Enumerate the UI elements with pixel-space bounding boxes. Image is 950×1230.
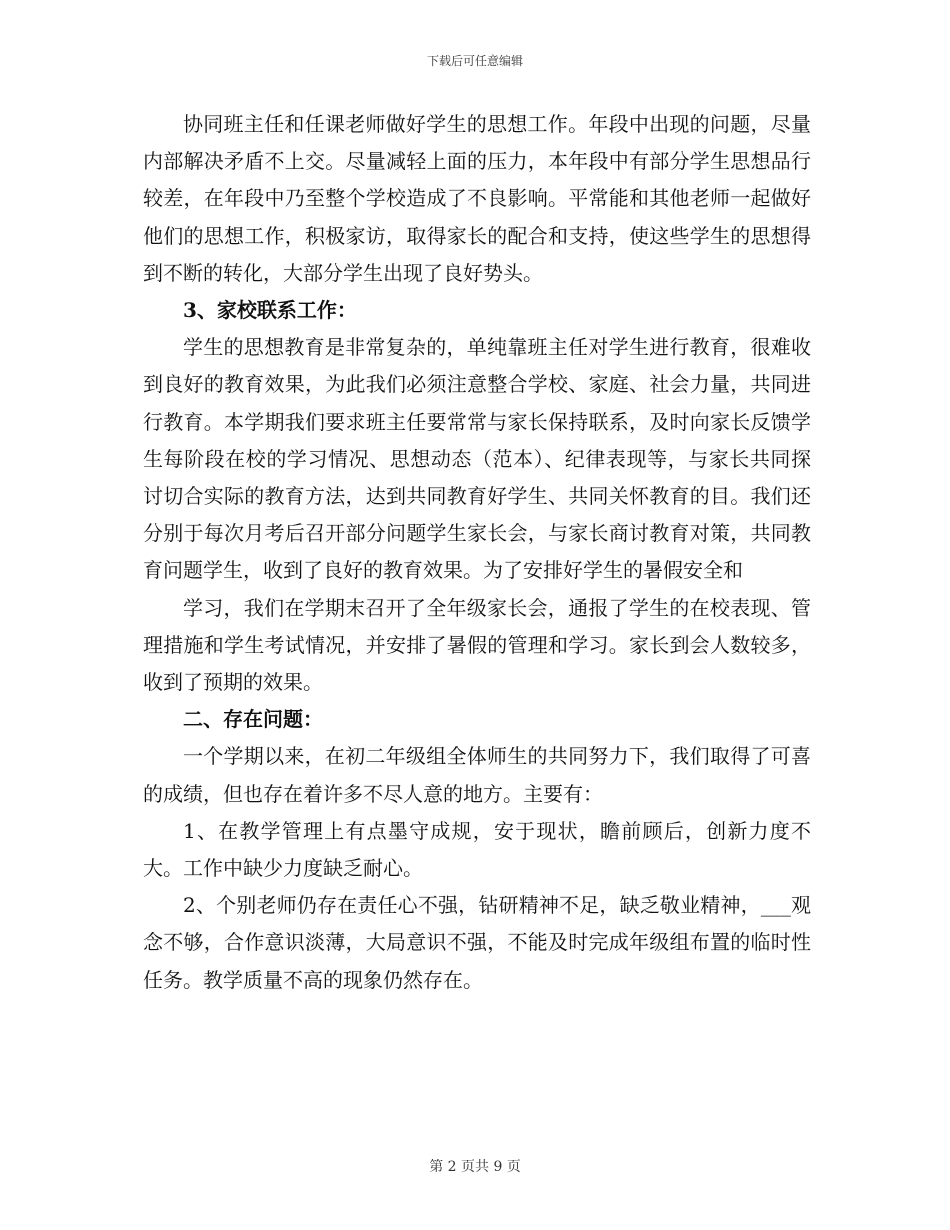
paragraph-student-thought-work: 协同班主任和任课老师做好学生的思想工作。年段中出现的问题，尽量内部解决矛盾不上交。尽量减轻上面的压力，本年段中有部分学生思想品行较差，在年段中乃至整个学校造成了不良影响。平常能和其他老师一起做好他们的思想工作，积极家访，取得家长的配合和支持，使这些学生的思想得到不断的转化，大部分学生出现了良好势头。 bbox=[143, 112, 811, 285]
paragraph-problems-intro: 一个学期以来，在初二年级组全体师生的共同努力下，我们取得了可喜的成绩，但也存在着许多不尽人意的地方。主要有： bbox=[143, 744, 811, 806]
paragraph-problem-2: 2、个别老师仍存在责任心不强，钻研精神不足，缺乏敬业精神，___观念不够，合作意识淡薄，大局意识不强，不能及时完成年级组布置的临时性任务。教学质量不高的现象仍然存在。 bbox=[143, 893, 811, 992]
paragraph-home-school-contact: 学生的思想教育是非常复杂的，单纯靠班主任对学生进行教育，很难收到良好的教育效果，为此我们必须注意整合学校、家庭、社会力量，共同进行教育。本学期我们要求班主任要常常与家长保持联系，及时向家长反馈学生每阶段在校的学习情况、思想动态（范本）、纪律表现等，与家长共同探讨切合实际的教育方法，达到共同教育好学生、共同关怀教育的目。我们还分别于每次月考后召开部分问题学生家长会，与家长商讨教育对策，共同教育问题学生，收到了良好的教育效果。为了安排好学生的暑假安全和 bbox=[143, 335, 811, 583]
section-heading-home-school-contact: 3、家校联系工作： bbox=[183, 298, 357, 323]
page-header-note: 下载后可任意编辑 bbox=[426, 54, 523, 68]
paragraph-problem-1: 1、在教学管理上有点墨守成规，安于现状，瞻前顾后，创新力度不大。工作中缺少力度缺乏耐心。 bbox=[143, 818, 811, 881]
section-heading-existing-problems: 二、存在问题： bbox=[183, 707, 323, 732]
paragraph-parent-meeting: 学习，我们在学期末召开了全年级家长会，通报了学生的在校表现、管理措施和学生考试情况，并安排了暑假的管理和学习。家长到会人数较多，收到了预期的效果。 bbox=[143, 595, 811, 695]
document-body bbox=[143, 106, 811, 999]
page-number: 第 2 页共 9 页 bbox=[429, 1159, 521, 1175]
